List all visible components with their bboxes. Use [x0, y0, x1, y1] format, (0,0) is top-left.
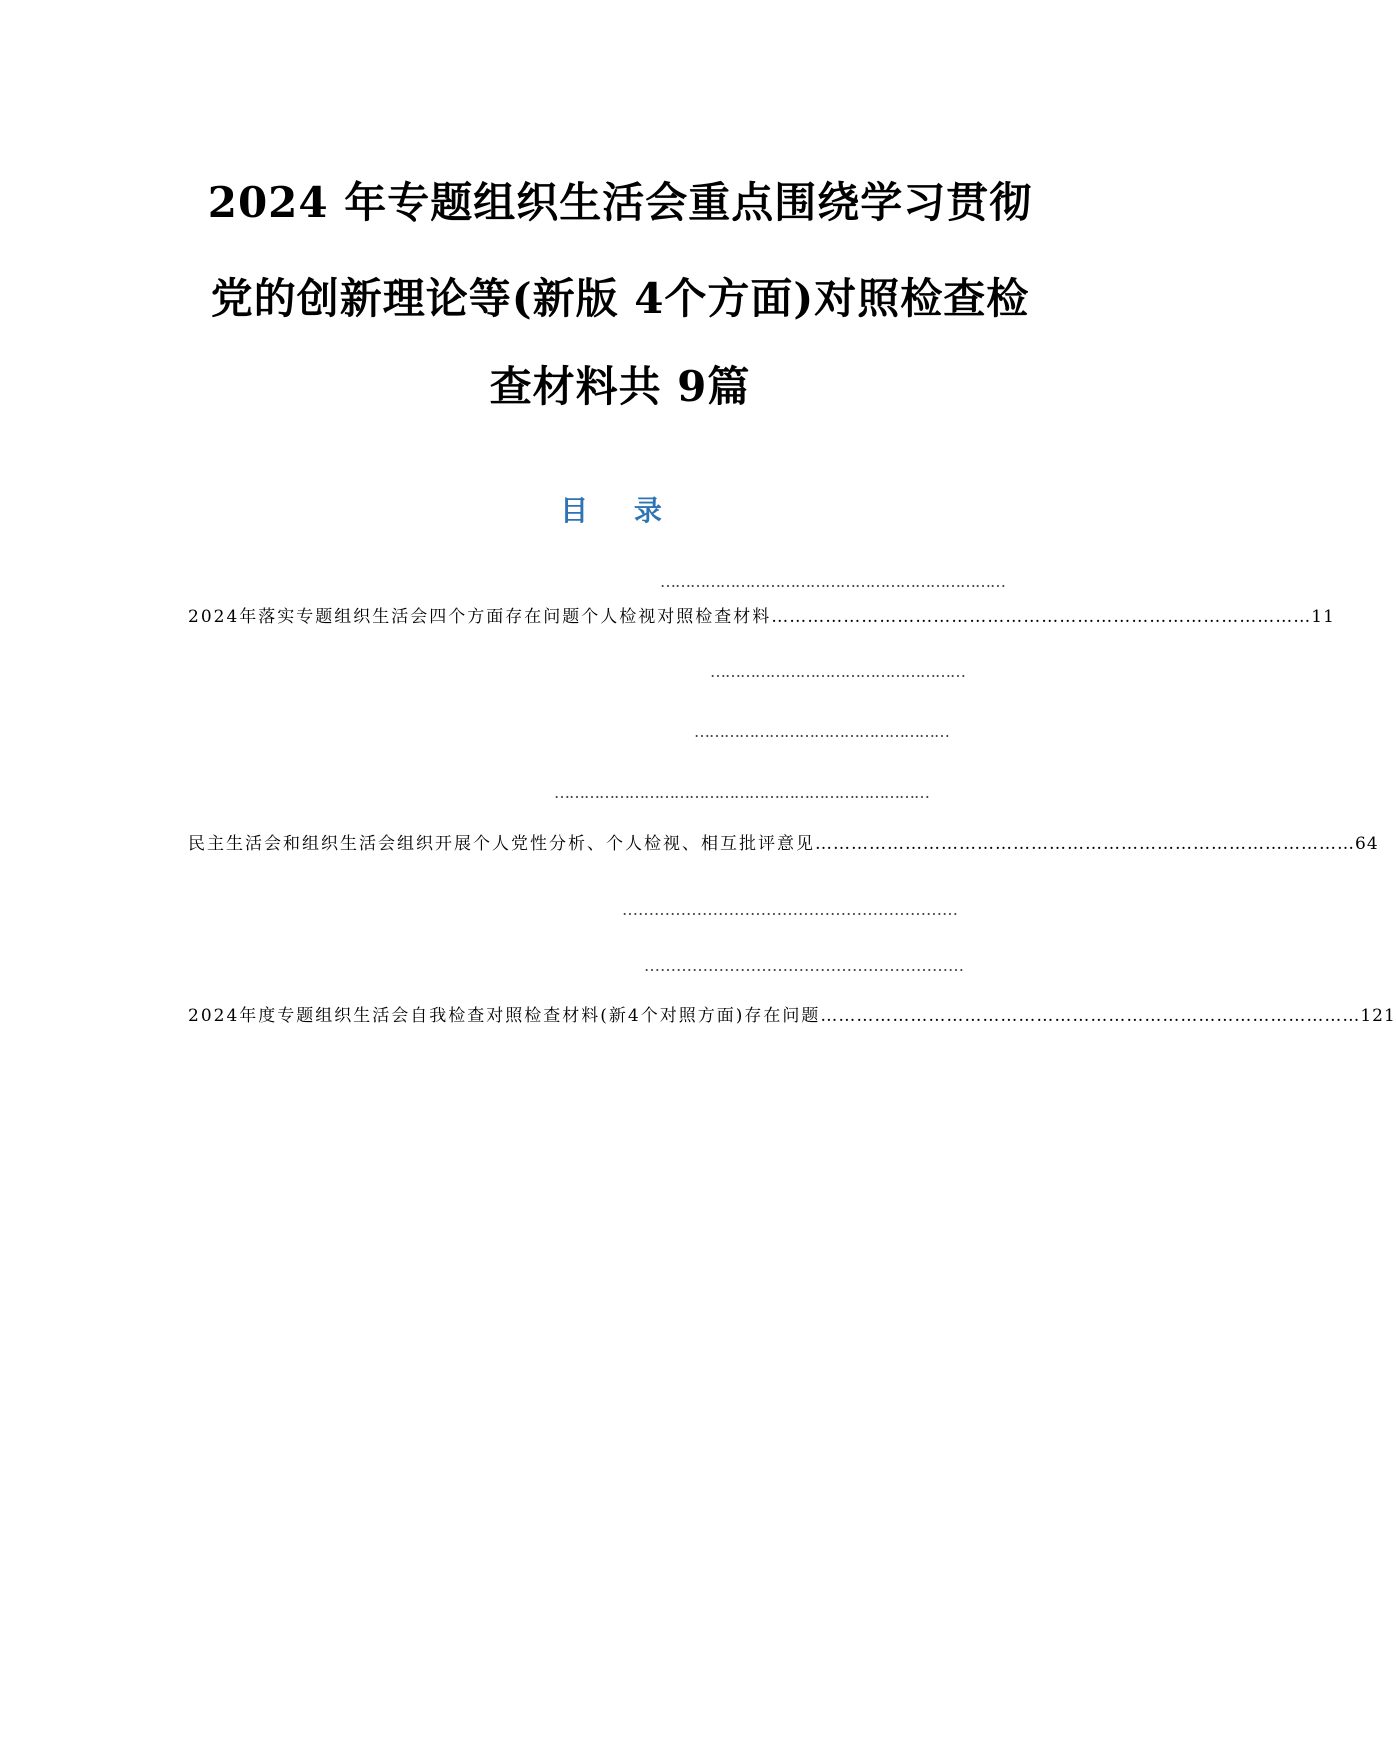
toc-entry-leader: ……………………………………………………………………………… — [820, 1006, 1361, 1026]
toc-entry[interactable] — [188, 832, 1379, 856]
toc-leader-line: ……………………………………………………… — [622, 900, 958, 919]
toc-leader-line: …………………………………………………………… — [660, 572, 1005, 591]
toc-entry[interactable] — [188, 605, 1335, 629]
document-title-line-3: 查材料共 9篇 — [489, 362, 751, 411]
toc-entry-title: 民主生活会和组织生活会组织开展个人党性分析、个人检视、相互批评意见 — [188, 834, 815, 854]
toc-entry-title: 2024年度专题组织生活会自我检查对照检查材料(新4个对照方面)存在问题 — [188, 1006, 821, 1026]
toc-entry[interactable] — [188, 1004, 1396, 1028]
toc-leader-line: …………………………………………………… — [644, 956, 964, 975]
toc-leader-line: ………………………………………………………………… — [554, 783, 929, 802]
toc-entry-leader: ……………………………………………………………………………… — [771, 607, 1312, 627]
document-title-line-2: 党的创新理论等(新版 4个方面)对照检查检 — [210, 274, 1030, 323]
toc-leader-line: …………………………………………… — [710, 662, 965, 681]
toc-entry-page-number: 64 — [1355, 834, 1379, 854]
toc-leader-line: …………………………………………… — [694, 722, 949, 741]
document-title-line-1: 2024 年专题组织生活会重点围绕学习贯彻 — [207, 178, 1033, 227]
toc-entry-page-number: 121 — [1360, 1006, 1396, 1026]
toc-entry-page-number: 11 — [1311, 607, 1335, 627]
toc-entry-leader: ……………………………………………………………………………… — [815, 834, 1355, 854]
toc-heading: 目 录 — [560, 494, 680, 527]
toc-entry-title: 2024年落实专题组织生活会四个方面存在问题个人检视对照检查材料 — [188, 607, 772, 627]
